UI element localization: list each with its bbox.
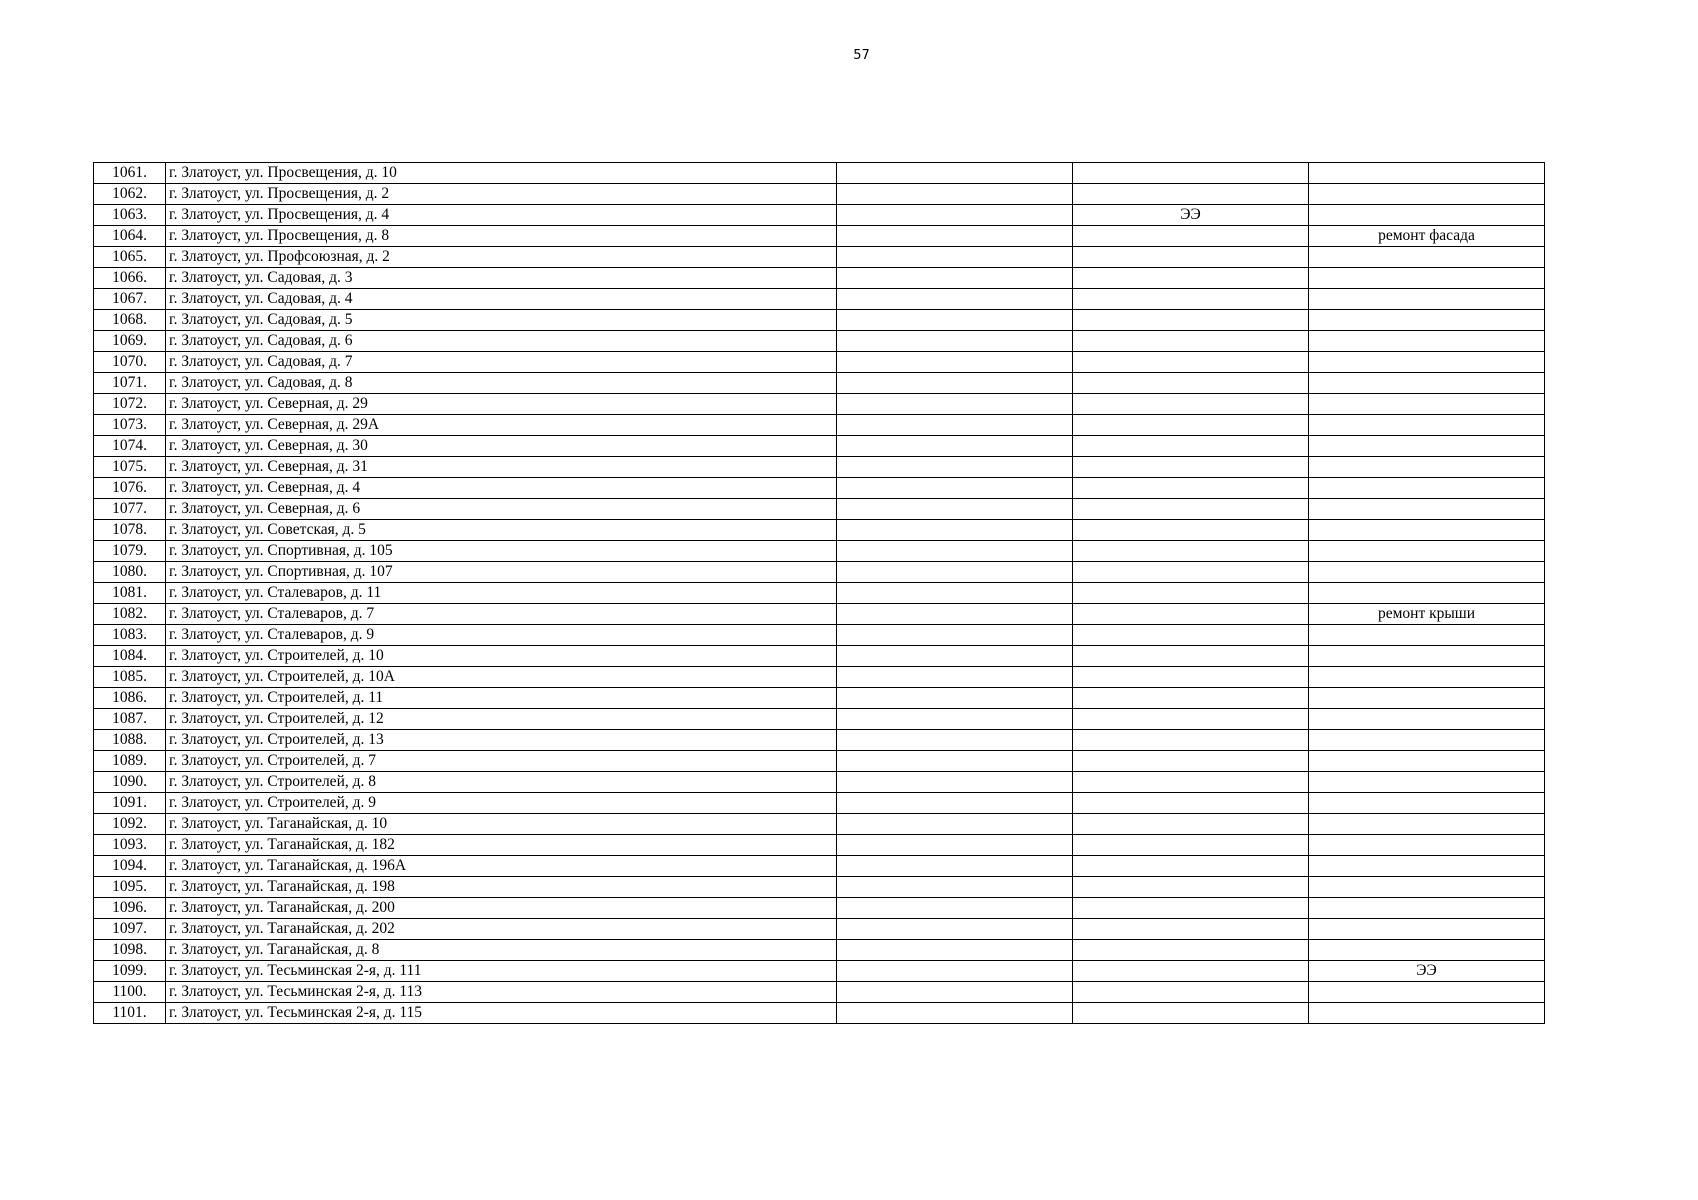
column-c-cell <box>1309 499 1545 520</box>
column-c-cell <box>1309 394 1545 415</box>
address-cell: г. Златоуст, ул. Садовая, д. 4 <box>166 289 837 310</box>
column-b-cell <box>1073 289 1309 310</box>
table-row <box>94 499 1545 520</box>
row-number-cell: 1073. <box>94 415 166 436</box>
table-row <box>94 667 1545 688</box>
column-c-cell <box>1309 919 1545 940</box>
table-row <box>94 604 1545 625</box>
column-b-cell <box>1073 268 1309 289</box>
table-row <box>94 247 1545 268</box>
row-number-cell: 1071. <box>94 373 166 394</box>
column-c-cell <box>1309 646 1545 667</box>
column-a-cell <box>837 814 1073 835</box>
table-row <box>94 835 1545 856</box>
row-number-cell: 1099. <box>94 961 166 982</box>
table-row <box>94 394 1545 415</box>
table-row <box>94 457 1545 478</box>
column-b-cell <box>1073 877 1309 898</box>
column-a-cell <box>837 877 1073 898</box>
column-c-cell <box>1309 457 1545 478</box>
table-row <box>94 898 1545 919</box>
column-a-cell <box>837 310 1073 331</box>
column-c-cell <box>1309 583 1545 604</box>
column-c-cell <box>1309 940 1545 961</box>
address-cell: г. Златоуст, ул. Северная, д. 29А <box>166 415 837 436</box>
column-a-cell <box>837 709 1073 730</box>
column-b-cell <box>1073 961 1309 982</box>
column-a-cell <box>837 499 1073 520</box>
address-cell: г. Златоуст, ул. Северная, д. 31 <box>166 457 837 478</box>
address-cell: г. Златоуст, ул. Профсоюзная, д. 2 <box>166 247 837 268</box>
column-a-cell <box>837 478 1073 499</box>
row-number-cell: 1084. <box>94 646 166 667</box>
row-number-cell: 1089. <box>94 751 166 772</box>
column-c-cell <box>1309 1003 1545 1024</box>
column-b-cell <box>1073 394 1309 415</box>
address-cell: г. Златоуст, ул. Сталеваров, д. 7 <box>166 604 837 625</box>
table-row <box>94 583 1545 604</box>
address-cell: г. Златоуст, ул. Северная, д. 30 <box>166 436 837 457</box>
column-a-cell <box>837 919 1073 940</box>
column-c-cell <box>1309 562 1545 583</box>
table-row <box>94 919 1545 940</box>
column-b-cell <box>1073 835 1309 856</box>
table-row <box>94 961 1545 982</box>
page-number: 57 <box>853 48 870 63</box>
table-row <box>94 709 1545 730</box>
address-cell: г. Златоуст, ул. Северная, д. 29 <box>166 394 837 415</box>
row-number-cell: 1098. <box>94 940 166 961</box>
row-number-cell: 1081. <box>94 583 166 604</box>
row-number-cell: 1072. <box>94 394 166 415</box>
address-cell: г. Златоуст, ул. Садовая, д. 8 <box>166 373 837 394</box>
column-a-cell <box>837 394 1073 415</box>
table-row <box>94 940 1545 961</box>
column-b-cell <box>1073 793 1309 814</box>
column-b-cell <box>1073 583 1309 604</box>
table-row <box>94 688 1545 709</box>
table-row <box>94 730 1545 751</box>
row-number-cell: 1092. <box>94 814 166 835</box>
column-b-cell <box>1073 436 1309 457</box>
column-c-cell <box>1309 688 1545 709</box>
address-table <box>93 162 1545 1024</box>
row-number-cell: 1088. <box>94 730 166 751</box>
row-number-cell: 1087. <box>94 709 166 730</box>
column-b-cell <box>1073 310 1309 331</box>
column-b-cell <box>1073 415 1309 436</box>
row-number-cell: 1063. <box>94 205 166 226</box>
column-b-cell <box>1073 856 1309 877</box>
column-a-cell <box>837 373 1073 394</box>
address-cell: г. Златоуст, ул. Строителей, д. 9 <box>166 793 837 814</box>
column-a-cell <box>837 961 1073 982</box>
table-row <box>94 772 1545 793</box>
column-b-cell <box>1073 919 1309 940</box>
column-b-cell <box>1073 541 1309 562</box>
column-b-cell <box>1073 730 1309 751</box>
column-c-cell <box>1309 772 1545 793</box>
column-b-cell <box>1073 562 1309 583</box>
table-row <box>94 520 1545 541</box>
address-cell: г. Златоуст, ул. Просвещения, д. 2 <box>166 184 837 205</box>
column-a-cell <box>837 625 1073 646</box>
column-b-cell <box>1073 520 1309 541</box>
column-c-cell <box>1309 331 1545 352</box>
column-c-cell <box>1309 415 1545 436</box>
table-row <box>94 226 1545 247</box>
row-number-cell: 1086. <box>94 688 166 709</box>
address-cell: г. Златоуст, ул. Таганайская, д. 196А <box>166 856 837 877</box>
address-cell: г. Златоуст, ул. Таганайская, д. 10 <box>166 814 837 835</box>
table-row <box>94 541 1545 562</box>
address-cell: г. Златоуст, ул. Советская, д. 5 <box>166 520 837 541</box>
address-cell: г. Златоуст, ул. Садовая, д. 5 <box>166 310 837 331</box>
column-c-cell <box>1309 310 1545 331</box>
table-row <box>94 1003 1545 1024</box>
table-row <box>94 478 1545 499</box>
column-b-cell <box>1073 457 1309 478</box>
address-cell: г. Златоуст, ул. Строителей, д. 7 <box>166 751 837 772</box>
column-a-cell <box>837 436 1073 457</box>
table-row <box>94 373 1545 394</box>
row-number-cell: 1093. <box>94 835 166 856</box>
row-number-cell: 1096. <box>94 898 166 919</box>
address-cell: г. Златоуст, ул. Спортивная, д. 107 <box>166 562 837 583</box>
row-number-cell: 1095. <box>94 877 166 898</box>
table-row <box>94 310 1545 331</box>
column-a-cell <box>837 646 1073 667</box>
column-c-cell <box>1309 184 1545 205</box>
row-number-cell: 1097. <box>94 919 166 940</box>
column-b-cell <box>1073 898 1309 919</box>
column-c-cell <box>1309 205 1545 226</box>
column-b-cell <box>1073 373 1309 394</box>
address-cell: г. Златоуст, ул. Таганайская, д. 8 <box>166 940 837 961</box>
column-a-cell <box>837 1003 1073 1024</box>
row-number-cell: 1080. <box>94 562 166 583</box>
column-a-cell <box>837 688 1073 709</box>
table-body <box>94 163 1545 1024</box>
column-a-cell <box>837 163 1073 184</box>
row-number-cell: 1075. <box>94 457 166 478</box>
column-b-cell <box>1073 604 1309 625</box>
address-cell: г. Златоуст, ул. Строителей, д. 12 <box>166 709 837 730</box>
table-row <box>94 751 1545 772</box>
column-c-cell <box>1309 898 1545 919</box>
column-b-cell <box>1073 688 1309 709</box>
address-cell: г. Златоуст, ул. Строителей, д. 8 <box>166 772 837 793</box>
column-b-cell <box>1073 331 1309 352</box>
column-b-cell <box>1073 667 1309 688</box>
column-c-cell: ЭЭ <box>1309 961 1545 982</box>
column-a-cell <box>837 793 1073 814</box>
row-number-cell: 1078. <box>94 520 166 541</box>
column-a-cell <box>837 667 1073 688</box>
address-cell: г. Златоуст, ул. Садовая, д. 7 <box>166 352 837 373</box>
address-cell: г. Златоуст, ул. Спортивная, д. 105 <box>166 541 837 562</box>
column-c-cell: ремонт фасада <box>1309 226 1545 247</box>
column-c-cell <box>1309 625 1545 646</box>
column-c-cell <box>1309 814 1545 835</box>
column-a-cell <box>837 751 1073 772</box>
column-b-cell <box>1073 352 1309 373</box>
address-cell: г. Златоуст, ул. Садовая, д. 6 <box>166 331 837 352</box>
row-number-cell: 1069. <box>94 331 166 352</box>
column-b-cell <box>1073 184 1309 205</box>
row-number-cell: 1085. <box>94 667 166 688</box>
table-row <box>94 877 1545 898</box>
column-c-cell <box>1309 793 1545 814</box>
table-row <box>94 625 1545 646</box>
column-a-cell <box>837 184 1073 205</box>
column-c-cell <box>1309 730 1545 751</box>
column-a-cell <box>837 772 1073 793</box>
table-row <box>94 184 1545 205</box>
row-number-cell: 1079. <box>94 541 166 562</box>
address-cell: г. Златоуст, ул. Строителей, д. 11 <box>166 688 837 709</box>
table-row <box>94 205 1545 226</box>
row-number-cell: 1094. <box>94 856 166 877</box>
column-a-cell <box>837 352 1073 373</box>
address-cell: г. Златоуст, ул. Просвещения, д. 10 <box>166 163 837 184</box>
address-cell: г. Златоуст, ул. Просвещения, д. 8 <box>166 226 837 247</box>
column-a-cell <box>837 205 1073 226</box>
column-a-cell <box>837 289 1073 310</box>
address-cell: г. Златоуст, ул. Тесьминская 2-я, д. 111 <box>166 961 837 982</box>
column-a-cell <box>837 541 1073 562</box>
table-row <box>94 856 1545 877</box>
column-c-cell <box>1309 982 1545 1003</box>
column-c-cell <box>1309 247 1545 268</box>
column-b-cell <box>1073 940 1309 961</box>
column-c-cell <box>1309 163 1545 184</box>
column-a-cell <box>837 562 1073 583</box>
column-c-cell <box>1309 709 1545 730</box>
column-b-cell <box>1073 499 1309 520</box>
column-a-cell <box>837 415 1073 436</box>
table-row <box>94 415 1545 436</box>
address-cell: г. Златоуст, ул. Тесьминская 2-я, д. 113 <box>166 982 837 1003</box>
address-cell: г. Златоуст, ул. Таганайская, д. 202 <box>166 919 837 940</box>
row-number-cell: 1067. <box>94 289 166 310</box>
column-b-cell <box>1073 247 1309 268</box>
column-b-cell <box>1073 163 1309 184</box>
address-cell: г. Златоуст, ул. Сталеваров, д. 11 <box>166 583 837 604</box>
table-row <box>94 814 1545 835</box>
row-number-cell: 1062. <box>94 184 166 205</box>
column-b-cell <box>1073 751 1309 772</box>
column-c-cell <box>1309 352 1545 373</box>
row-number-cell: 1076. <box>94 478 166 499</box>
address-cell: г. Златоуст, ул. Сталеваров, д. 9 <box>166 625 837 646</box>
column-c-cell <box>1309 289 1545 310</box>
column-a-cell <box>837 856 1073 877</box>
row-number-cell: 1070. <box>94 352 166 373</box>
address-cell: г. Златоуст, ул. Северная, д. 6 <box>166 499 837 520</box>
table-row <box>94 331 1545 352</box>
column-a-cell <box>837 982 1073 1003</box>
column-c-cell <box>1309 835 1545 856</box>
column-b-cell <box>1073 646 1309 667</box>
table-row <box>94 163 1545 184</box>
row-number-cell: 1066. <box>94 268 166 289</box>
column-c-cell <box>1309 667 1545 688</box>
column-b-cell <box>1073 709 1309 730</box>
table-row <box>94 289 1545 310</box>
row-number-cell: 1082. <box>94 604 166 625</box>
column-c-cell: ремонт крыши <box>1309 604 1545 625</box>
table-row <box>94 646 1545 667</box>
address-cell: г. Златоуст, ул. Строителей, д. 13 <box>166 730 837 751</box>
column-a-cell <box>837 583 1073 604</box>
table-row <box>94 436 1545 457</box>
column-b-cell <box>1073 814 1309 835</box>
column-c-cell <box>1309 373 1545 394</box>
column-a-cell <box>837 604 1073 625</box>
column-b-cell <box>1073 772 1309 793</box>
row-number-cell: 1090. <box>94 772 166 793</box>
row-number-cell: 1101. <box>94 1003 166 1024</box>
column-a-cell <box>837 331 1073 352</box>
table-row <box>94 562 1545 583</box>
column-c-cell <box>1309 856 1545 877</box>
column-c-cell <box>1309 520 1545 541</box>
column-c-cell <box>1309 436 1545 457</box>
row-number-cell: 1074. <box>94 436 166 457</box>
row-number-cell: 1065. <box>94 247 166 268</box>
column-a-cell <box>837 268 1073 289</box>
address-cell: г. Златоуст, ул. Тесьминская 2-я, д. 115 <box>166 1003 837 1024</box>
column-c-cell <box>1309 268 1545 289</box>
column-b-cell <box>1073 625 1309 646</box>
row-number-cell: 1068. <box>94 310 166 331</box>
table-row <box>94 793 1545 814</box>
column-c-cell <box>1309 751 1545 772</box>
column-a-cell <box>837 457 1073 478</box>
column-b-cell <box>1073 226 1309 247</box>
row-number-cell: 1083. <box>94 625 166 646</box>
row-number-cell: 1077. <box>94 499 166 520</box>
column-a-cell <box>837 835 1073 856</box>
table-row <box>94 268 1545 289</box>
column-a-cell <box>837 247 1073 268</box>
address-cell: г. Златоуст, ул. Таганайская, д. 182 <box>166 835 837 856</box>
column-b-cell <box>1073 478 1309 499</box>
column-b-cell <box>1073 982 1309 1003</box>
address-cell: г. Златоуст, ул. Строителей, д. 10А <box>166 667 837 688</box>
column-a-cell <box>837 940 1073 961</box>
row-number-cell: 1100. <box>94 982 166 1003</box>
address-cell: г. Златоуст, ул. Северная, д. 4 <box>166 478 837 499</box>
column-b-cell: ЭЭ <box>1073 205 1309 226</box>
column-c-cell <box>1309 478 1545 499</box>
table-row <box>94 982 1545 1003</box>
column-a-cell <box>837 898 1073 919</box>
column-a-cell <box>837 520 1073 541</box>
address-cell: г. Златоуст, ул. Просвещения, д. 4 <box>166 205 837 226</box>
address-cell: г. Златоуст, ул. Садовая, д. 3 <box>166 268 837 289</box>
column-b-cell <box>1073 1003 1309 1024</box>
address-cell: г. Златоуст, ул. Таганайская, д. 200 <box>166 898 837 919</box>
row-number-cell: 1064. <box>94 226 166 247</box>
column-c-cell <box>1309 877 1545 898</box>
address-cell: г. Златоуст, ул. Таганайская, д. 198 <box>166 877 837 898</box>
column-a-cell <box>837 730 1073 751</box>
table-row <box>94 352 1545 373</box>
row-number-cell: 1061. <box>94 163 166 184</box>
address-cell: г. Златоуст, ул. Строителей, д. 10 <box>166 646 837 667</box>
row-number-cell: 1091. <box>94 793 166 814</box>
column-a-cell <box>837 226 1073 247</box>
column-c-cell <box>1309 541 1545 562</box>
